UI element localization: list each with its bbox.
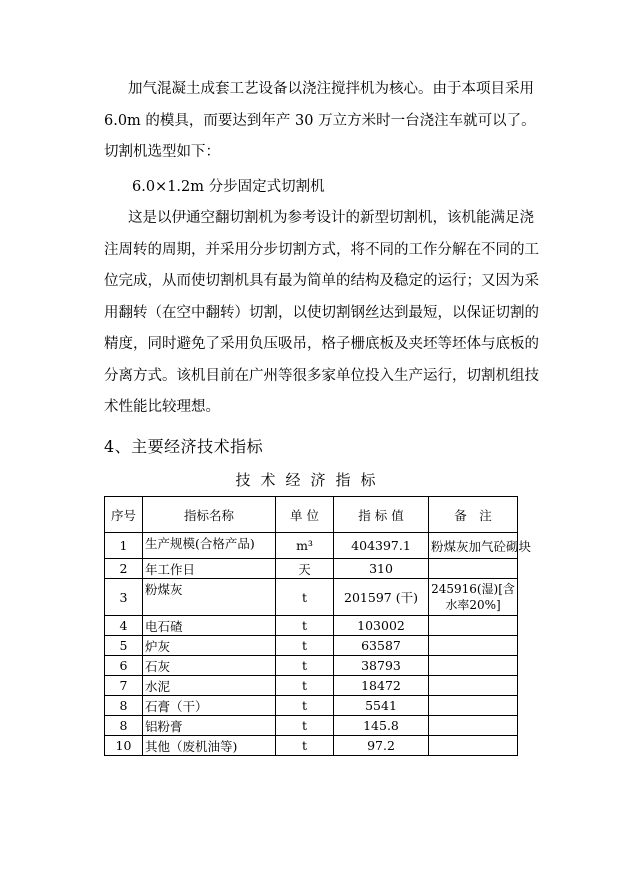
cell-value: 201597 (干) <box>334 579 429 616</box>
header-unit: 单 位 <box>276 497 334 533</box>
paragraph-equipment-intro: 加气混凝土成套工艺设备以浇注搅拌机为核心。由于本项目采用6.0m 的模具，而要达到年产 30 万立方米时一台浇注车就可以了。切割机选型如下： <box>104 81 536 160</box>
table-row <box>105 616 518 636</box>
section-heading: 4、主要经济技术指标 <box>104 437 264 456</box>
cell-remark: 粉煤灰加气砼砌块 <box>429 533 518 559</box>
cell-remark <box>429 696 518 716</box>
table-row <box>105 676 518 696</box>
table-title: 技术经济指标 <box>235 471 386 489</box>
cell-no: 3 <box>105 579 143 616</box>
cell-unit: t <box>276 676 334 696</box>
cell-no: 2 <box>105 559 143 579</box>
cell-name: 石膏（干） <box>143 696 276 716</box>
header-value: 指 标 值 <box>334 497 429 533</box>
table-row <box>105 736 518 756</box>
cell-name: 电石碴 <box>143 616 276 636</box>
cell-no: 4 <box>105 616 143 636</box>
table-row <box>105 559 518 579</box>
cell-name: 年工作日 <box>143 559 276 579</box>
cell-unit: t <box>276 616 334 636</box>
cell-remark <box>429 559 518 579</box>
table-row <box>105 696 518 716</box>
table-header-row <box>105 497 518 533</box>
table-row <box>105 716 518 736</box>
cell-unit: 天 <box>276 559 334 579</box>
cell-remark: 245916(湿)[含水率20%] <box>429 579 518 616</box>
indicator-table <box>104 496 532 756</box>
cell-name: 炉灰 <box>143 636 276 656</box>
cell-unit: m³ <box>276 533 334 559</box>
cell-unit: t <box>276 579 334 616</box>
table-row <box>105 656 518 676</box>
table-row <box>105 533 518 559</box>
cell-value: 145.8 <box>334 716 429 736</box>
cell-unit: t <box>276 696 334 716</box>
cell-name: 粉煤灰 <box>143 579 276 616</box>
cell-no: 6 <box>105 656 143 676</box>
header-no: 序号 <box>105 497 143 533</box>
cell-remark <box>429 676 518 696</box>
cell-unit: t <box>276 736 334 756</box>
cell-name: 生产规模(合格产品) <box>143 533 276 559</box>
cell-no: 10 <box>105 736 143 756</box>
table-row <box>105 636 518 656</box>
cell-remark <box>429 716 518 736</box>
paragraph-cutter-description: 这是以伊通空翻切割机为参考设计的新型切割机，该机能满足浇注周转的周期，并采用分步切割方式，将不同的工作分解在不同的工位完成，从而使切割机具有最为简单的结构及稳定的运行；又因为采用翻转（在空中翻转）切割，以使切割钢丝达到最短，以保证切割的精度，同时避免了采用负压吸吊，格子栅底板及夹坯等坯体与底板的分离方式。该机目前在广州等很多家单位投入生产运行，切割机组技术性能比较理想。 <box>104 210 539 415</box>
cell-value: 18472 <box>334 676 429 696</box>
cell-no: 5 <box>105 636 143 656</box>
cell-value: 103002 <box>334 616 429 636</box>
cell-no: 8 <box>105 696 143 716</box>
cell-value: 38793 <box>334 656 429 676</box>
cell-name: 铝粉膏 <box>143 716 276 736</box>
cell-unit: t <box>276 656 334 676</box>
cell-unit: t <box>276 716 334 736</box>
table-row <box>105 579 518 616</box>
header-name: 指标名称 <box>143 497 276 533</box>
cell-name: 水泥 <box>143 676 276 696</box>
cell-remark <box>429 616 518 636</box>
paragraph-cutter-model: 6.0×1.2m 分步固定式切割机 <box>132 179 325 195</box>
cell-no: 7 <box>105 676 143 696</box>
cell-name: 石灰 <box>143 656 276 676</box>
cell-remark <box>429 656 518 676</box>
cell-value: 404397.1 <box>334 533 429 559</box>
cell-unit: t <box>276 636 334 656</box>
cell-remark <box>429 636 518 656</box>
header-remark: 备 注 <box>429 497 518 533</box>
cell-value: 97.2 <box>334 736 429 756</box>
cell-no: 1 <box>105 533 143 559</box>
cell-no: 8 <box>105 716 143 736</box>
cell-remark <box>429 736 518 756</box>
cell-value: 310 <box>334 559 429 579</box>
cell-value: 63587 <box>334 636 429 656</box>
cell-value: 5541 <box>334 696 429 716</box>
cell-name: 其他（废机油等) <box>143 736 276 756</box>
